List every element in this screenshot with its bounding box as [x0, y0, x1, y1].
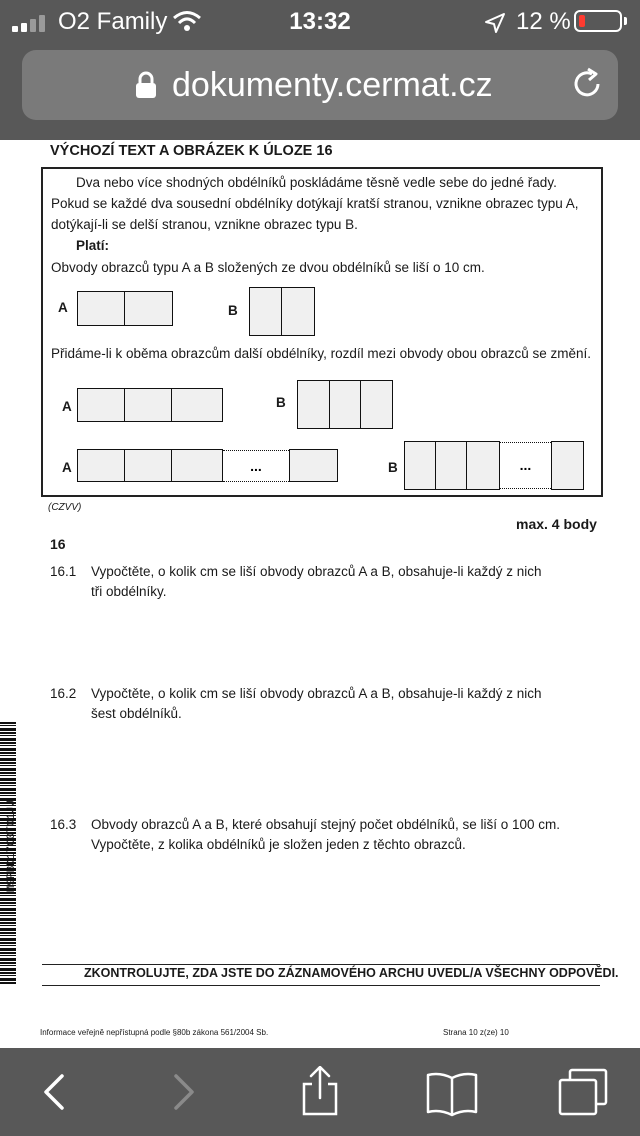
figure-a-rect	[124, 449, 173, 482]
status-time: 13:32	[289, 8, 351, 35]
figure-b-label: B	[388, 460, 398, 475]
figure-b-rect	[360, 380, 393, 429]
question-number: 16.2	[50, 686, 77, 701]
question-16-3-line-2: Vypočtěte, z kolika obdélníků je složen jeden z těchto obrazců.	[91, 837, 466, 852]
question-number: 16.3	[50, 817, 77, 832]
barcode-text: M9PBD17C0T01JJ	[6, 799, 18, 893]
lock-icon	[134, 70, 158, 100]
divider	[42, 964, 600, 965]
battery-percent: 12 %	[516, 8, 571, 35]
figure-b-ellipsis: ...	[500, 442, 551, 489]
figure-b-rect	[404, 441, 437, 490]
figure-a-rect	[289, 449, 338, 482]
forward-icon[interactable]	[152, 1066, 212, 1118]
bookmarks-icon[interactable]	[422, 1066, 482, 1118]
reload-icon[interactable]	[570, 66, 606, 102]
footer-notice: Informace veřejně nepřístupná podle §80b zákona 561/2004 Sb.	[40, 1028, 269, 1037]
url-text[interactable]: dokumenty.cermat.cz	[172, 66, 493, 104]
intro-line-3: dotýkají-li se delší stranou, vznikne obrazec typu B.	[51, 217, 358, 232]
battery-tip	[624, 17, 627, 25]
carrier-name: O2 Family	[58, 8, 168, 35]
question-16-1-line-2: tři obdélníky.	[91, 584, 167, 599]
figure-b-rect	[249, 287, 283, 336]
figure-a-label: A	[58, 300, 68, 315]
figure-a-rect	[171, 449, 223, 482]
question-16-1-line-1: Vypočtěte, o kolik cm se liší obvody obrazců A a B, obsahuje-li každý z nich	[91, 564, 542, 579]
plati-label: Platí:	[76, 238, 110, 253]
question-number: 16.1	[50, 564, 77, 579]
figure-b-rect	[551, 441, 584, 490]
figure-a-rect	[77, 449, 126, 482]
document-page	[0, 140, 640, 1048]
rule-text: Obvody obrazců typu A a B složených ze dvou obdélníků se liší o 10 cm.	[51, 260, 485, 275]
figure-a-rect	[124, 291, 173, 326]
question-16-2-line-2: šest obdélníků.	[91, 706, 182, 721]
share-icon[interactable]	[290, 1066, 350, 1118]
figure-b-rect	[435, 441, 468, 490]
question-16-3-line-1: Obvody obrazců A a B, které obsahují stejný počet obdélníků, se liší o 100 cm.	[91, 817, 561, 832]
figure-b-rect	[329, 380, 362, 429]
battery-icon	[574, 10, 622, 32]
figure-a-rect	[124, 388, 173, 422]
change-text: Přidáme-li k oběma obrazcům další obdélníky, rozdíl mezi obvody obou obrazců se změní.	[51, 346, 592, 361]
figure-a-ellipsis: ...	[223, 450, 289, 482]
figure-a-rect	[171, 388, 223, 422]
page-number: Strana 10 z(ze) 10	[443, 1028, 509, 1037]
browser-top-bar	[0, 0, 640, 140]
figure-b-rect	[281, 287, 315, 336]
question-16-2-line-1: Vypočtěte, o kolik cm se liší obvody obrazců A a B, obsahuje-li každý z nich	[91, 686, 542, 701]
figure-a-label: A	[62, 460, 72, 475]
figure-a-rect	[77, 388, 126, 422]
browser-toolbar	[0, 1048, 640, 1136]
section-heading: VÝCHOZÍ TEXT A OBRÁZEK K ÚLOZE 16	[50, 143, 333, 159]
intro-line-2: Pokud se každé dva sousední obdélníky dotýkají kratší stranou, vznikne obrazec typu A,	[51, 196, 579, 211]
figure-b-rect	[466, 441, 500, 490]
task-number: 16	[50, 536, 66, 552]
figure-b-label: B	[276, 395, 286, 410]
status-bar	[0, 0, 640, 44]
location-arrow-icon	[484, 12, 506, 34]
divider	[42, 985, 600, 986]
figure-a-rect	[77, 291, 126, 326]
figure-b-rect	[297, 380, 331, 429]
tabs-icon[interactable]	[554, 1066, 614, 1118]
source-note: (CZVV)	[48, 502, 82, 513]
back-icon[interactable]	[26, 1066, 86, 1118]
check-notice: ZKONTROLUJTE, ZDA JSTE DO ZÁZNAMOVÉHO ARCHU UVEDL/A VŠECHNY ODPOVĚDI.	[84, 966, 619, 980]
figure-b-label: B	[228, 303, 238, 318]
figure-a-label: A	[62, 399, 72, 414]
max-points: max. 4 body	[516, 516, 597, 532]
intro-line-1: Dva nebo více shodných obdélníků poskládáme těsně vedle sebe do jedné řady.	[76, 175, 557, 190]
address-bar[interactable]	[22, 50, 618, 120]
